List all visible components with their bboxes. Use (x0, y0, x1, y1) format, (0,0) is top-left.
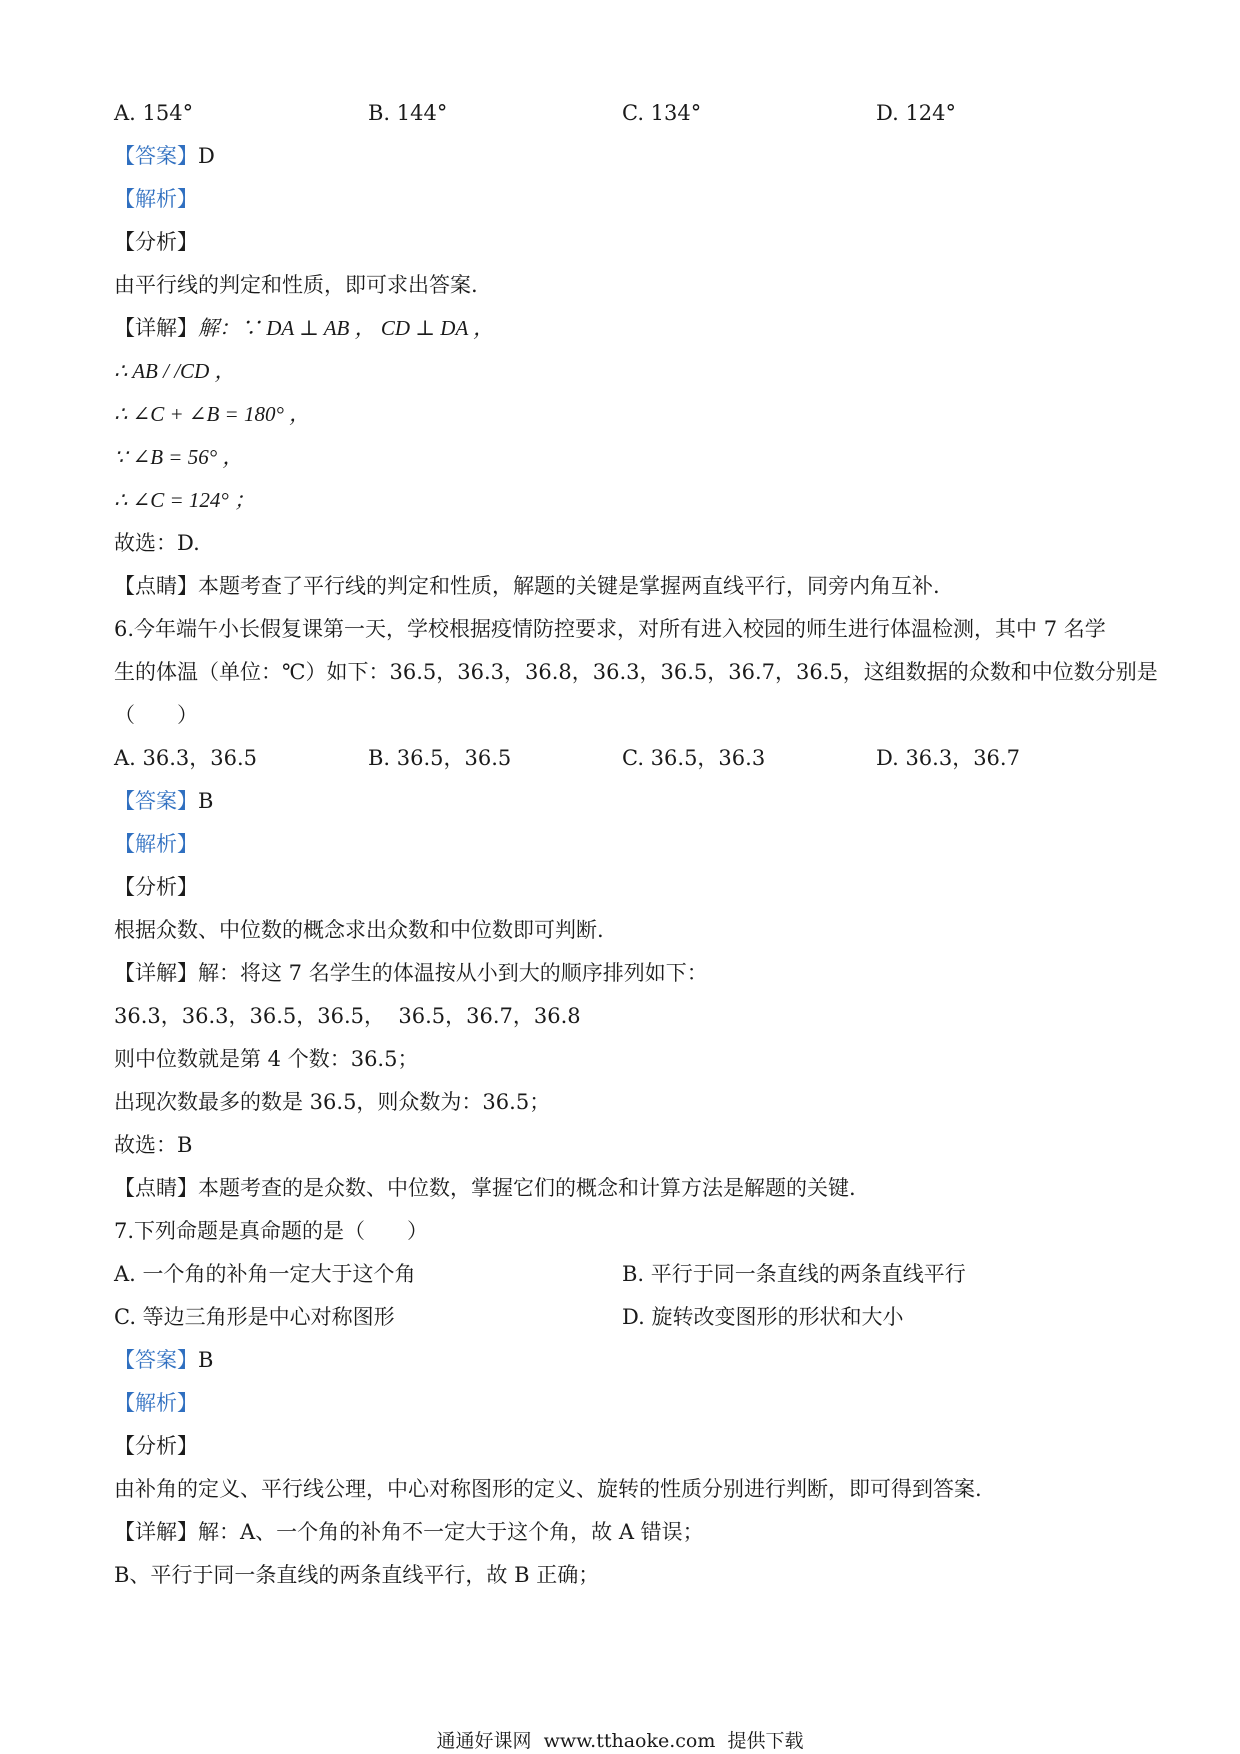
q6-jiexi-tag: 【解析】 (114, 832, 198, 856)
q6-option-a: A. 36.3，36.5 (114, 746, 258, 770)
q7-options-row-1 (114, 1253, 1134, 1296)
q7-option-c: C. 等边三角形是中心对称图形 (114, 1305, 395, 1329)
answer-value: B (198, 789, 214, 813)
q5-xiangjie (114, 307, 1134, 350)
q6-option-d: D. 36.3，36.7 (876, 746, 1020, 770)
q5-jiexi-tag: 【解析】 (114, 187, 198, 211)
q6-stem-line-1: 6.今年端午小长假复课第一天，学校根据疫情防控要求，对所有进入校园的师生进行体温检测，其中 7 名学 (114, 617, 1106, 641)
xiangjie-line: 解：A、一个角的补角不一定大于这个角，故 A 错误； (198, 1520, 704, 1544)
xiangjie-tag: 【详解】 (114, 316, 198, 340)
q5-guxuan: 故选：D. (114, 531, 200, 555)
q6-dianjing (114, 1167, 1134, 1210)
q6-option-b: B. 36.5，36.5 (368, 746, 512, 770)
q7-fenxi-tag: 【分析】 (114, 1434, 198, 1458)
q7-stem: 7.下列命题是真命题的是（ ） (114, 1219, 429, 1243)
q5-fenxi-text: 由平行线的判定和性质，即可求出答案. (114, 273, 478, 297)
q6-option-c: C. 36.5，36.3 (622, 746, 766, 770)
q5-fenxi-tag: 【分析】 (114, 230, 198, 254)
q6-line-4: 故选：B (114, 1133, 193, 1157)
q5-answer (114, 135, 1134, 178)
dianjing-tag: 【点睛】 (114, 1176, 198, 1200)
q7-option-b: B. 平行于同一条直线的两条直线平行 (622, 1262, 966, 1286)
q6-answer (114, 780, 1134, 823)
page-footer: 通通好课网 www.tthaoke.com 提供下载 (436, 1730, 804, 1752)
q7-line-2: B、平行于同一条直线的两条直线平行，故 B 正确； (114, 1563, 600, 1587)
q6-line-1: 36.3，36.3，36.5，36.5， 36.5，36.7，36.8 (114, 1004, 581, 1028)
answer-tag: 【答案】 (114, 789, 198, 813)
q6-fenxi-tag: 【分析】 (114, 875, 198, 899)
answer-tag: 【答案】 (114, 144, 198, 168)
q5-step-2: ∴ ∠C + ∠B = 180° ， (114, 402, 311, 426)
q5-option-c: C. 134° (622, 101, 702, 125)
answer-value: D (198, 144, 215, 168)
q5-options (114, 92, 1134, 135)
q6-xiangjie (114, 952, 1134, 995)
q5-option-d: D. 124° (876, 101, 957, 125)
q6-line-3: 出现次数最多的数是 36.5，则众数为：36.5； (114, 1090, 551, 1114)
document-body (114, 92, 1158, 1597)
q6-line-2: 则中位数就是第 4 个数：36.5； (114, 1047, 419, 1071)
q7-fenxi-text: 由补角的定义、平行线公理，中心对称图形的定义、旋转的性质分别进行判断，即可得到答案. (114, 1477, 982, 1501)
dianjing-tag: 【点睛】 (114, 574, 198, 598)
q6-options (114, 737, 1134, 780)
answer-tag: 【答案】 (114, 1348, 198, 1372)
q5-step-4: ∴ ∠C = 124° ； (114, 488, 256, 512)
q5-step-3: ∵ ∠B = 56° ， (114, 445, 244, 469)
q7-option-a: A. 一个角的补角一定大于这个角 (114, 1262, 416, 1286)
q6-stem-line-3: （ ） (114, 703, 198, 727)
answer-value: B (198, 1348, 214, 1372)
q7-xiangjie (114, 1511, 1134, 1554)
q6-fenxi-text: 根据众数、中位数的概念求出众数和中位数即可判断. (114, 918, 604, 942)
q7-jiexi-tag: 【解析】 (114, 1391, 198, 1415)
dianjing-text: 本题考查了平行线的判定和性质，解题的关键是掌握两直线平行，同旁内角互补. (198, 574, 940, 598)
xiangjie-line: 解：将这 7 名学生的体温按从小到大的顺序排列如下： (198, 961, 708, 985)
q7-answer (114, 1339, 1134, 1382)
xiangjie-tag: 【详解】 (114, 1520, 198, 1544)
xiangjie-line: 解：∵ DA ⊥ AB ， CD ⊥ DA ， (198, 316, 495, 340)
xiangjie-tag: 【详解】 (114, 961, 198, 985)
q5-step-1: ∴ AB / /CD ， (114, 359, 236, 383)
q5-dianjing (114, 565, 1134, 608)
dianjing-text: 本题考查的是众数、中位数，掌握它们的概念和计算方法是解题的关键. (198, 1176, 856, 1200)
q7-option-d: D. 旋转改变图形的形状和大小 (622, 1305, 904, 1329)
q5-option-b: B. 144° (368, 101, 448, 125)
q7-options-row-2 (114, 1296, 1134, 1339)
q6-stem-line-2: 生的体温（单位：℃）如下：36.5，36.3，36.8，36.3，36.5，36.7，36.5，这组数据的众数和中位数分别是 (114, 660, 1158, 684)
q5-option-a: A. 154° (114, 101, 194, 125)
